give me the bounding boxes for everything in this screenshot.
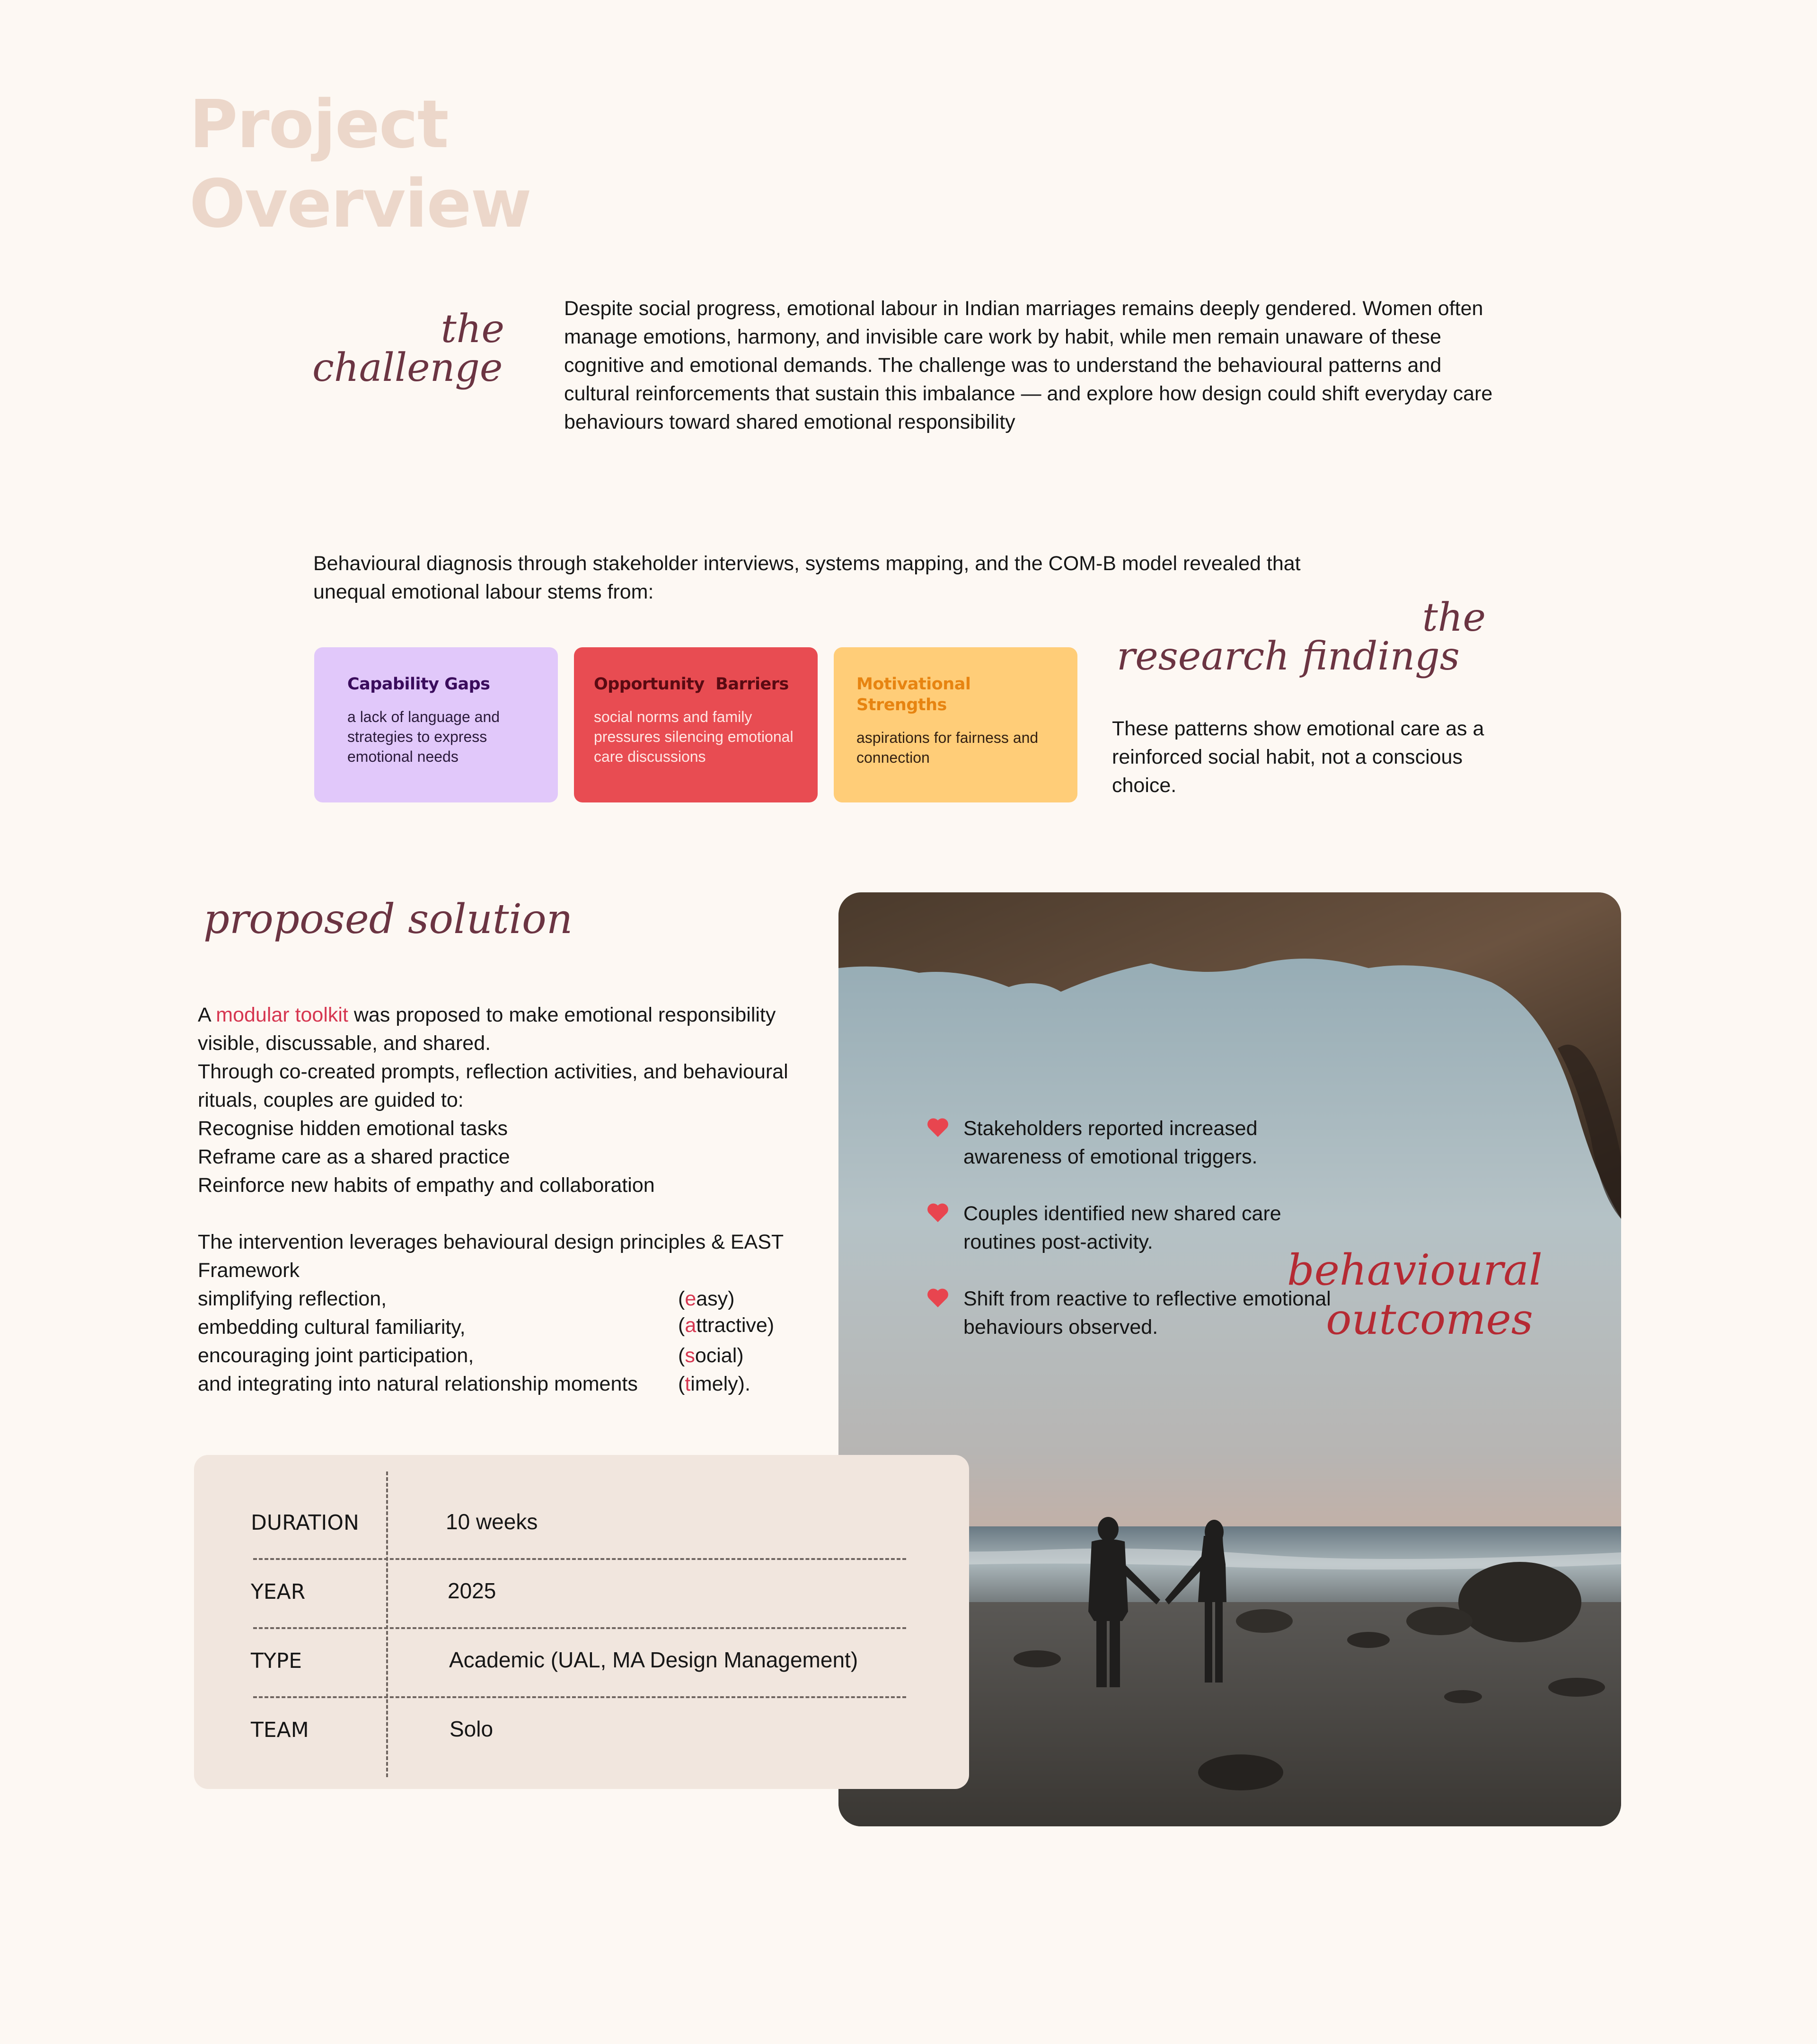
- card-title: Opportunity Barriers: [594, 675, 789, 694]
- solution-text: [198, 1001, 813, 1398]
- outcome-text: Stakeholders reported increased awareness of emotional triggers.: [963, 1117, 1258, 1168]
- detail-value: Solo: [450, 1717, 494, 1741]
- research-heading-the: the: [1422, 595, 1486, 640]
- row-divider: [253, 1558, 906, 1560]
- modular-toolkit-highlight: modular toolkit: [216, 1004, 348, 1026]
- detail-row-duration: [251, 1502, 913, 1540]
- detail-label: TEAM: [251, 1718, 309, 1742]
- detail-row-team: [251, 1709, 913, 1747]
- east-tag: (timely).: [678, 1373, 750, 1395]
- challenge-heading-the: the: [441, 307, 504, 352]
- card-description: aspirations for fairness and connection: [856, 729, 1039, 766]
- east-text: embedding cultural familiarity,: [198, 1316, 466, 1339]
- findings-note: These patterns show emotional care as a reinforced social habit, not a conscious choice.: [1112, 717, 1484, 797]
- detail-value: 2025: [448, 1578, 496, 1603]
- challenge-heading: [312, 307, 511, 390]
- solution-intro: [198, 1001, 813, 1057]
- project-details-card: [194, 1455, 969, 1789]
- outcomes-heading-line1: behavioural: [1287, 1245, 1543, 1295]
- east-row-social: [198, 1341, 813, 1370]
- behavioural-outcomes-heading: [1287, 1245, 1543, 1344]
- research-findings-heading: [1117, 595, 1495, 679]
- heart-icon: [926, 1202, 949, 1223]
- detail-label: YEAR: [251, 1580, 306, 1604]
- east-text: and integrating into natural relationship moments: [198, 1373, 638, 1395]
- capability-gaps-card: [314, 647, 558, 802]
- card-description: social norms and family pressures silencing emotional care discussions: [594, 708, 794, 765]
- detail-row-year: [251, 1571, 913, 1609]
- detail-value: 10 weeks: [446, 1509, 538, 1534]
- findings-intro: Behavioural diagnosis through stakeholder interviews, systems mapping, and the COM-B model revealed that unequal emotional labour stems from:: [313, 552, 1301, 603]
- solution-step: Reframe care as a shared practice: [198, 1145, 510, 1168]
- card-description: a lack of language and strategies to express emotional needs: [347, 708, 500, 765]
- east-row-timely: [198, 1370, 813, 1398]
- intro-suffix: was proposed to make emotional responsibility visible, discussable, and shared.: [198, 1004, 776, 1055]
- solution-guided-line: Through co-created prompts, reflection activities, and behavioural rituals, couples are guided to:: [198, 1060, 788, 1111]
- heart-icon: [926, 1287, 949, 1308]
- page-title: [189, 85, 531, 244]
- challenge-text: Despite social progress, emotional labour in Indian marriages remains deeply gendered. Women often manage emotions, harmony, and invisible care work by habit, while men remain unaware of these cognitive and emotional demands. The challenge was to understand the behavioural patterns and cultural reinforcements that sustain this imbalance — and explore how design could shift everyday care behaviours toward shared emotional responsibility: [564, 297, 1493, 433]
- outcome-text: Couples identified new shared care routines post-activity.: [963, 1202, 1281, 1253]
- solution-step: Reinforce new habits of empathy and collaboration: [198, 1174, 655, 1197]
- research-heading-words: research findings: [1117, 634, 1460, 679]
- spacer: [198, 1199, 813, 1228]
- east-tag: (attractive): [678, 1314, 775, 1337]
- detail-row-type: [251, 1640, 913, 1678]
- row-divider: [253, 1696, 906, 1698]
- outcomes-heading-line2: outcomes: [1326, 1295, 1533, 1344]
- east-text: encouraging joint participation,: [198, 1344, 474, 1367]
- outcome-item: [926, 1114, 1352, 1171]
- card-title: Motivational Strengths: [856, 675, 971, 714]
- detail-value: Academic (UAL, MA Design Management): [449, 1648, 858, 1672]
- east-row-attractive: [198, 1313, 813, 1341]
- row-divider: [253, 1627, 906, 1629]
- east-text: simplifying reflection,: [198, 1287, 387, 1310]
- page-title-line2: Overview: [189, 166, 531, 243]
- card-title: Capability Gaps: [347, 675, 490, 694]
- east-row-easy: [198, 1285, 813, 1313]
- east-tag: (easy): [678, 1287, 735, 1310]
- outcome-text: Shift from reactive to reflective emotional behaviours observed.: [963, 1287, 1331, 1339]
- intro-prefix: A: [198, 1004, 216, 1026]
- east-intro: The intervention leverages behavioural design principles & EAST Framework: [198, 1231, 784, 1282]
- page-title-line1: Project: [189, 86, 448, 163]
- solution-step: Recognise hidden emotional tasks: [198, 1117, 508, 1140]
- detail-label: DURATION: [251, 1511, 359, 1535]
- proposed-solution-heading: proposed solution: [203, 896, 573, 943]
- motivational-strengths-card: [834, 647, 1077, 802]
- challenge-heading-word: challenge: [312, 345, 503, 390]
- opportunity-barriers-card: [574, 647, 818, 802]
- detail-label: TYPE: [251, 1649, 302, 1673]
- east-tag: (social): [678, 1344, 744, 1367]
- heart-icon: [926, 1117, 949, 1138]
